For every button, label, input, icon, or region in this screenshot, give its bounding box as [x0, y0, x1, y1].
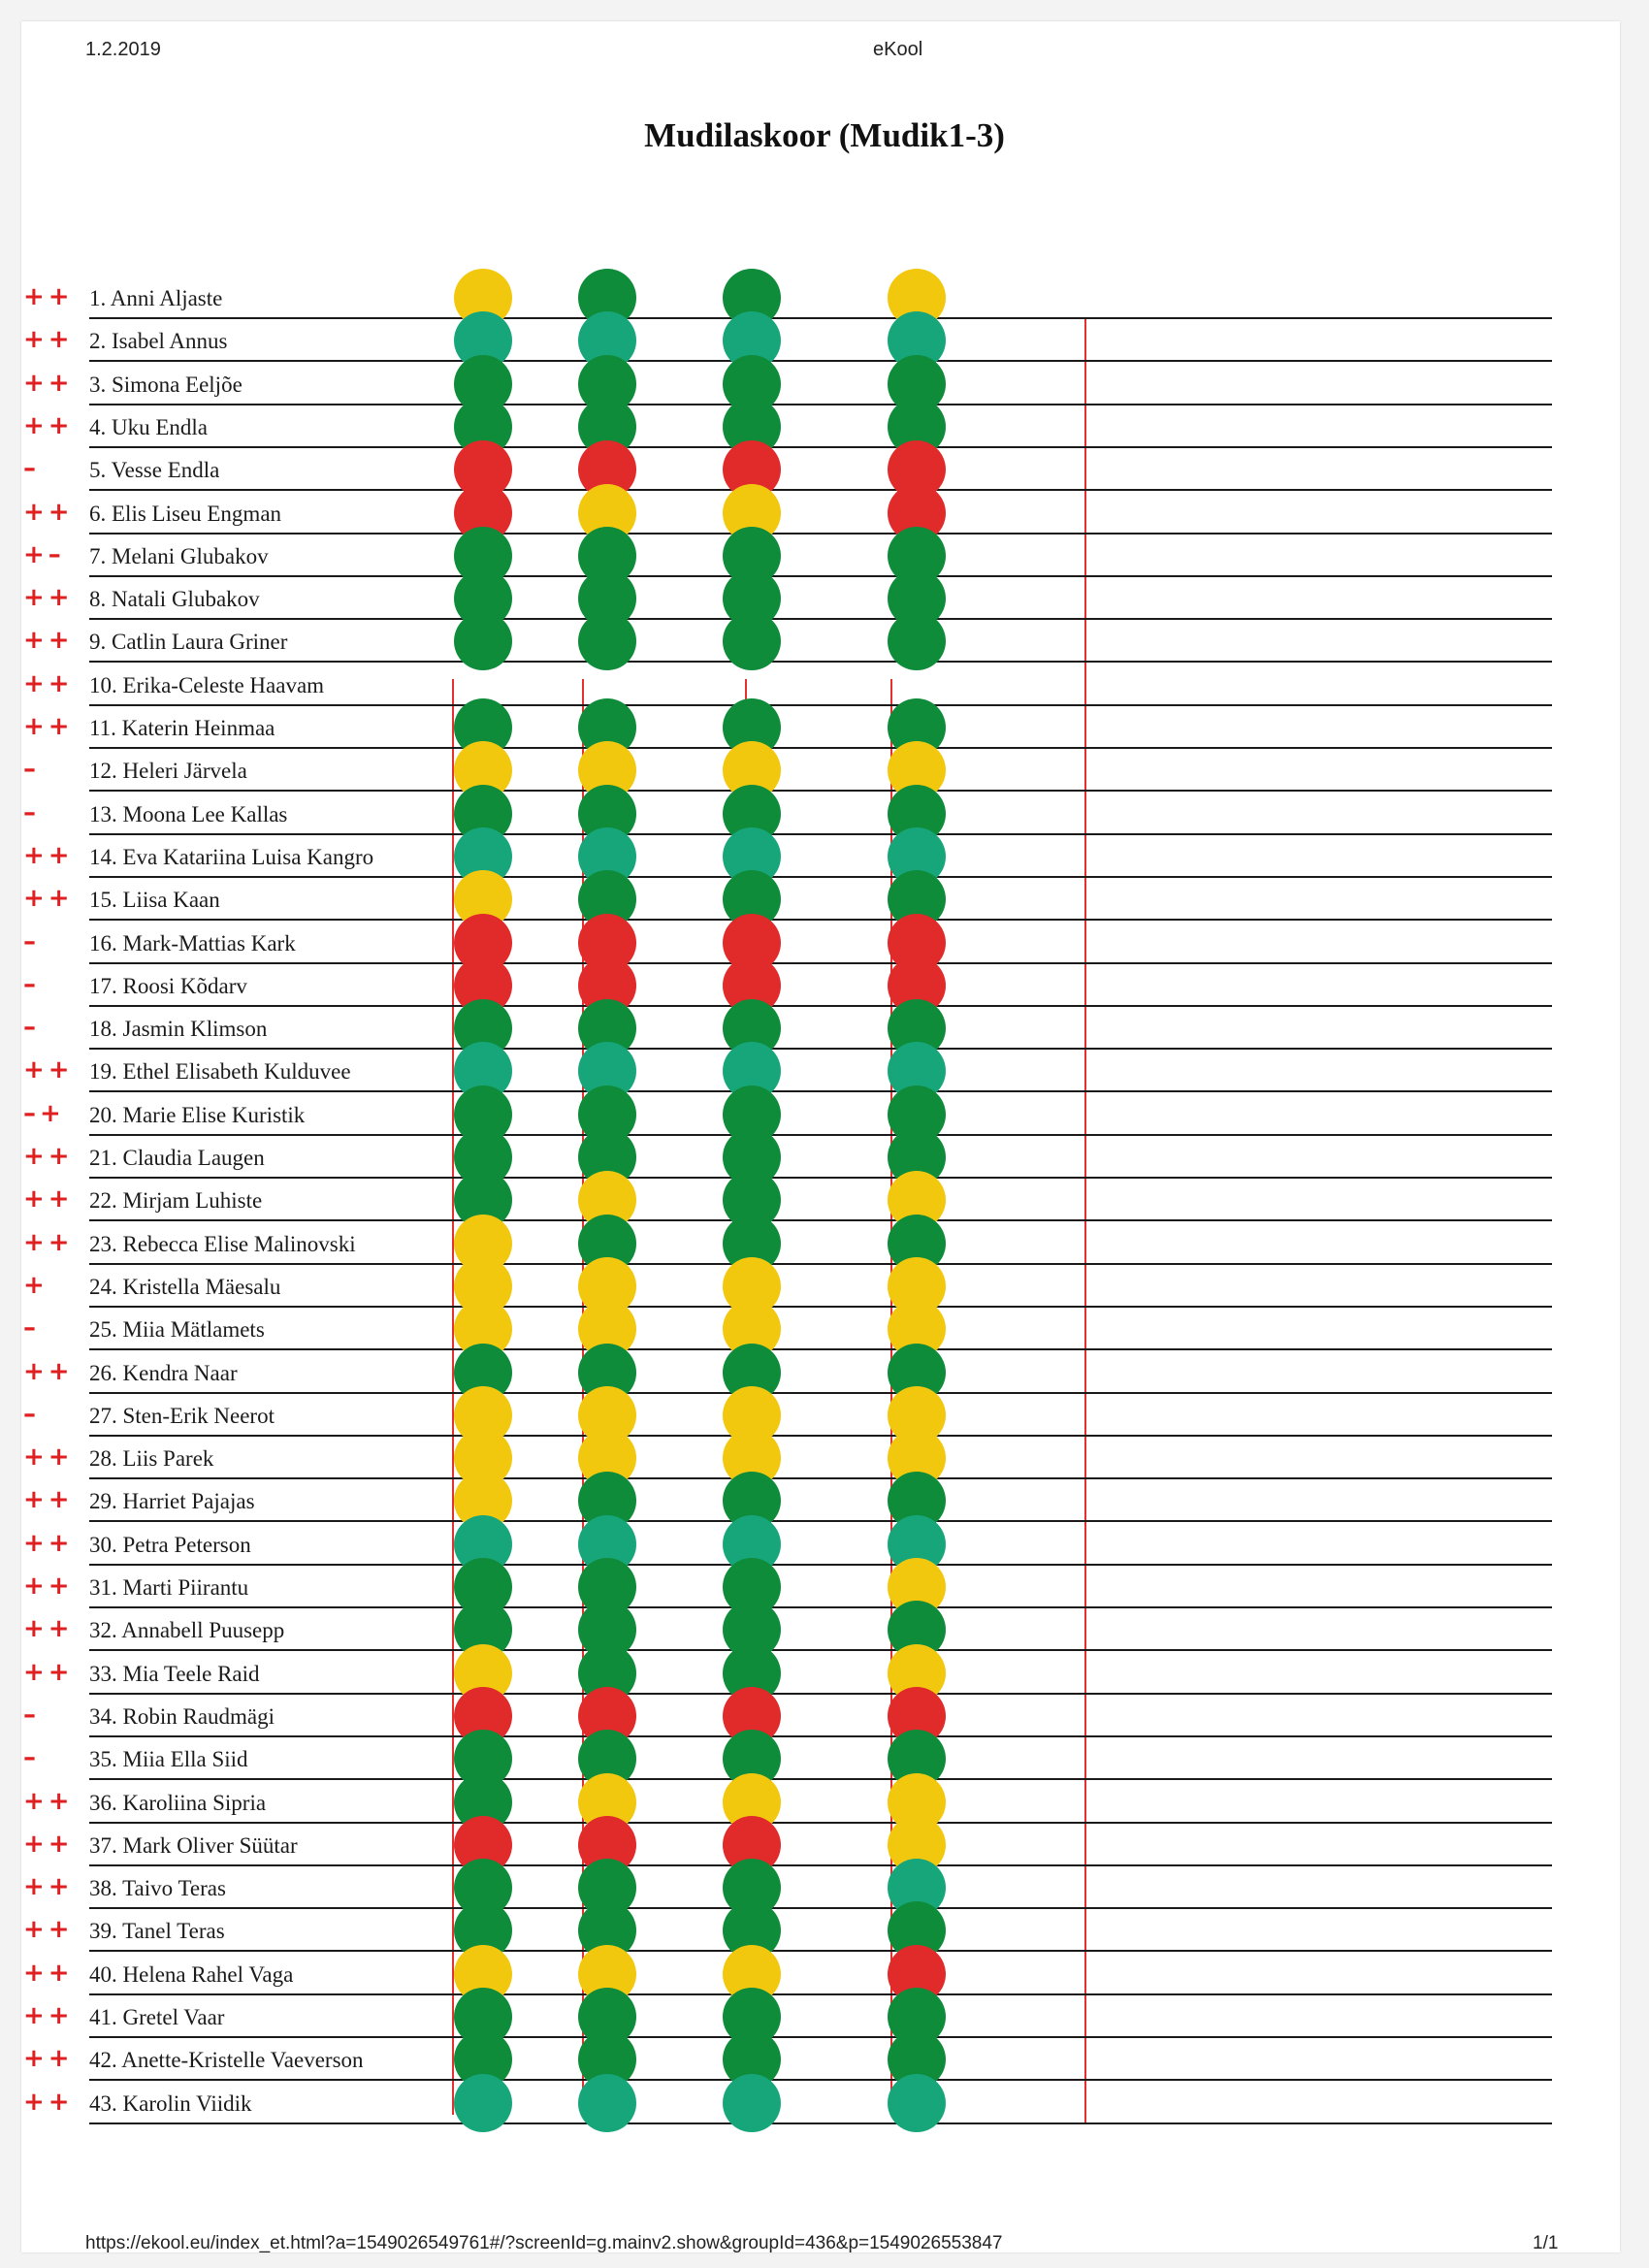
- student-name: 33. Mia Teele Raid: [89, 1661, 260, 1686]
- student-row: [0, 492, 1649, 535]
- student-row: [0, 1866, 1649, 1909]
- student-name: 35. Miia Ella Siid: [89, 1747, 248, 1772]
- footer-page-number: 1/1: [1533, 2233, 1559, 2253]
- student-name: 7. Melani Glubakov: [89, 543, 269, 568]
- student-row: [0, 1909, 1649, 1952]
- attendance-mark: ++: [23, 1142, 74, 1171]
- attendance-mark: –+: [23, 1098, 65, 1128]
- student-name: 27. Sten-Erik Neerot: [89, 1403, 275, 1428]
- attendance-mark: ++: [23, 2087, 74, 2117]
- attendance-mark: ++: [23, 1227, 74, 1257]
- student-name: 12. Heleri Järvela: [89, 759, 247, 784]
- student-row: [0, 1781, 1649, 1824]
- student-name: 22. Mirjam Luhiste: [89, 1188, 263, 1214]
- attendance-mark: ++: [23, 1184, 74, 1215]
- attendance-mark: –: [23, 969, 40, 999]
- attendance-mark: –: [23, 1743, 40, 1773]
- attendance-mark: ++: [23, 282, 74, 311]
- student-name: 39. Tanel Teras: [89, 1919, 225, 1944]
- student-name: 36. Karoliina Sipria: [89, 1790, 267, 1815]
- student-row: [0, 577, 1649, 620]
- student-name: 25. Miia Mätlamets: [89, 1317, 265, 1343]
- student-name: 11. Katerin Heinmaa: [89, 716, 275, 740]
- attendance-mark: –: [23, 1399, 40, 1429]
- student-row: [0, 2082, 1649, 2124]
- attendance-mark: ++: [23, 497, 74, 527]
- attendance-mark: ++: [23, 884, 74, 914]
- attendance-mark: –: [23, 797, 40, 827]
- student-name: 16. Mark-Mattias Kark: [89, 930, 296, 956]
- attendance-mark: ++: [23, 1485, 74, 1515]
- attendance-mark: ++: [23, 1528, 74, 1558]
- print-date: 1.2.2019: [85, 39, 161, 60]
- attendance-mark: ++: [23, 1829, 74, 1859]
- student-row: [0, 276, 1649, 319]
- student-row: [0, 749, 1649, 792]
- student-name: 30. Petra Peterson: [89, 1532, 251, 1557]
- footer-url: https://ekool.eu/index_et.html?a=1549026549761#/?screenId=g.mainv2.show&groupId=436&p=1549026553847: [85, 2233, 1003, 2253]
- student-name: 38. Taivo Teras: [89, 1876, 226, 1901]
- student-name: 26. Kendra Naar: [89, 1360, 238, 1385]
- student-name: 24. Kristella Mäesalu: [89, 1274, 281, 1299]
- student-name: 42. Anette-Kristelle Vaeverson: [89, 2048, 364, 2073]
- student-row: [0, 1222, 1649, 1265]
- student-name: 41. Gretel Vaar: [89, 2005, 225, 2029]
- student-row: [0, 878, 1649, 921]
- student-row: [0, 1737, 1649, 1780]
- student-name: 3. Simona Eeljõe: [89, 372, 242, 397]
- student-name: 5. Vesse Endla: [89, 458, 220, 483]
- student-row: [0, 1953, 1649, 1995]
- attendance-mark: ++: [23, 668, 74, 698]
- status-dot: [723, 612, 781, 670]
- student-name: 2. Isabel Annus: [89, 329, 228, 354]
- student-name: 8. Natali Glubakov: [89, 587, 260, 612]
- student-name: 29. Harriet Pajajas: [89, 1489, 255, 1514]
- student-row: [0, 535, 1649, 577]
- student-row: [0, 793, 1649, 835]
- attendance-mark: ++: [23, 583, 74, 613]
- attendance-mark: ++: [23, 1356, 74, 1386]
- student-name: 1. Anni Aljaste: [89, 286, 223, 310]
- attendance-mark: ++: [23, 1614, 74, 1644]
- student-name: 13. Moona Lee Kallas: [89, 801, 288, 826]
- student-name: 28. Liis Parek: [89, 1446, 214, 1472]
- status-dot: [888, 612, 946, 670]
- student-name: 14. Eva Katariina Luisa Kangro: [89, 844, 374, 869]
- attendance-mark: +–: [23, 539, 65, 569]
- student-name: 40. Helena Rahel Vaga: [89, 1961, 294, 1987]
- attendance-mark: –: [23, 926, 40, 956]
- student-row: [0, 1394, 1649, 1437]
- student-row: [0, 1566, 1649, 1608]
- student-row: [0, 448, 1649, 491]
- attendance-mark: ++: [23, 712, 74, 741]
- student-row: [0, 1995, 1649, 2038]
- student-row: [0, 964, 1649, 1007]
- student-name: 19. Ethel Elisabeth Kulduvee: [89, 1059, 351, 1085]
- page-title: Mudilaskoor (Mudik1-3): [644, 116, 1005, 154]
- student-row: [0, 1479, 1649, 1522]
- attendance-mark: –: [23, 755, 40, 785]
- attendance-mark: ++: [23, 1055, 74, 1085]
- student-row: [0, 1608, 1649, 1651]
- student-name: 43. Karolin Viidik: [89, 2090, 252, 2116]
- student-name: 9. Catlin Laura Griner: [89, 630, 288, 655]
- attendance-mark: ++: [23, 1442, 74, 1473]
- attendance-mark: ++: [23, 410, 74, 440]
- attendance-mark: –: [23, 1313, 40, 1344]
- attendance-mark: +: [23, 1270, 48, 1300]
- status-dot: [888, 2074, 946, 2132]
- student-name: 20. Marie Elise Kuristik: [89, 1102, 306, 1127]
- student-row: [0, 1265, 1649, 1308]
- attendance-mark: –: [23, 1013, 40, 1043]
- attendance-mark: –: [23, 454, 40, 484]
- student-name: 18. Jasmin Klimson: [89, 1017, 268, 1042]
- student-row: [0, 319, 1649, 362]
- attendance-mark: ++: [23, 1915, 74, 1945]
- student-name: 31. Marti Piirantu: [89, 1575, 249, 1600]
- attendance-mark: ++: [23, 1958, 74, 1988]
- attendance-mark: ++: [23, 840, 74, 870]
- attendance-mark: ++: [23, 626, 74, 656]
- student-row: [0, 922, 1649, 964]
- student-row: [0, 1351, 1649, 1394]
- status-dot: [578, 612, 636, 670]
- attendance-mark: ++: [23, 368, 74, 398]
- status-dot: [454, 2074, 512, 2132]
- student-row: [0, 1050, 1649, 1092]
- attendance-mark: ++: [23, 325, 74, 355]
- row-rule: [89, 2122, 1552, 2124]
- student-row: [0, 1093, 1649, 1136]
- student-row: [0, 1652, 1649, 1695]
- student-name: 6. Elis Liseu Engman: [89, 501, 282, 526]
- attendance-mark: ++: [23, 1657, 74, 1687]
- student-name: 15. Liisa Kaan: [89, 888, 220, 913]
- status-dot: [454, 612, 512, 670]
- student-row: [0, 405, 1649, 448]
- student-row: [0, 363, 1649, 405]
- student-row: [0, 664, 1649, 706]
- student-row: [0, 1179, 1649, 1221]
- student-name: 37. Mark Oliver Süütar: [89, 1832, 298, 1858]
- student-name: 23. Rebecca Elise Malinovski: [89, 1231, 356, 1256]
- student-row: [0, 1136, 1649, 1179]
- student-row: [0, 2038, 1649, 2081]
- student-name: 4. Uku Endla: [89, 414, 209, 439]
- student-row: [0, 1695, 1649, 1737]
- student-row: [0, 1437, 1649, 1479]
- status-dot: [723, 2074, 781, 2132]
- attendance-mark: –: [23, 1700, 40, 1730]
- student-name: 10. Erika-Celeste Haavam: [89, 672, 325, 697]
- attendance-mark: ++: [23, 2001, 74, 2030]
- student-name: 32. Annabell Puusepp: [89, 1618, 285, 1643]
- student-name: 34. Robin Raudmägi: [89, 1703, 275, 1729]
- student-name: 17. Roosi Kõdarv: [89, 973, 247, 998]
- student-row: [0, 1007, 1649, 1050]
- student-row: [0, 835, 1649, 878]
- attendance-mark: ++: [23, 1872, 74, 1902]
- attendance-mark: ++: [23, 1786, 74, 1816]
- attendance-mark: ++: [23, 1571, 74, 1601]
- app-name: eKool: [873, 39, 923, 60]
- attendance-mark: ++: [23, 2044, 74, 2074]
- student-row: [0, 1308, 1649, 1350]
- student-row: [0, 1523, 1649, 1566]
- student-row: [0, 1824, 1649, 1866]
- status-dot: [578, 2074, 636, 2132]
- student-row: [0, 706, 1649, 749]
- student-row: [0, 620, 1649, 663]
- student-name: 21. Claudia Laugen: [89, 1146, 265, 1170]
